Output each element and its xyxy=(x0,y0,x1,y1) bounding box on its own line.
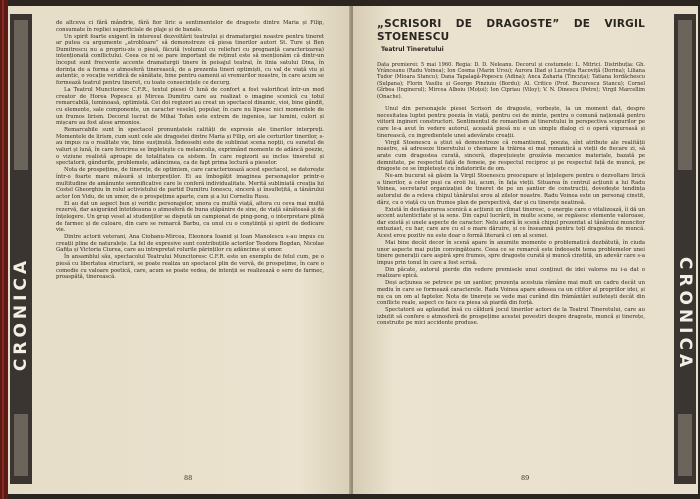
paragraph: Deși acțiunea se petrece pe un șantier, prezența acestuia rămâne mai mult un cadru decât un mediu în care se formează caracterele. Radu Voinea apare adesea ca un cititor al propriilor idei, și nu ca un om al faptelor. Nota de tinerețe se vede mai curând din frământări sufletești decât din conflicte reale, aspect ce face ca piesa să piardă din forță. xyxy=(377,280,645,307)
right-column-text xyxy=(377,18,645,327)
paragraph: Un spirit foarte exigent în interesul dezvoltării teatrului și dramaturgiei noastre pentru tineret ar putea ca argumente „atrobloare” să demonstreze că piesa tinerilor autori St. Ture și Ben Dumitrescu nu a propriu-zis o piesă, făcută (volumul cu reliefuri cu pregnanță caracterizarea) intenționată conflictului. Ceea ce ni se pare important de reținut este să menționăm că dintr-un început sunt frecvente accente dramaturgii tinere în peisajul teatral, în linia satului Dina, în dorința de a forma o atmosferă tinerească, de a prezenta tineri optimiști, cu val de viață viu și autentic, o vocație veridică de sănătate, bine pentru oamenii ai vremurilor noastre, în care acum se formează teatrul pentru tineret, cu toate consecințele ce decurg. xyxy=(56,33,324,87)
paragraph: Unul din personajele piesei Scrisori de dragoste, vorbește, la un moment dat, despre necesitatea luptei pentru poezia în viață, pentru cei de minte, pentru o comună națională pentru viitorii ingineri constructori. Sentimentul de romantism al tineretului în perspectiva scopurilor pe care le-a avut în vedere autorul, această piesă nu e un simplu dialog ci o operă viguroasă și tinerească, cu ingredientele unei adevărate creații. xyxy=(377,106,645,139)
side-band-left xyxy=(10,14,32,484)
paragraph: Spectatorii au aplaudat însă cu căldură jocul tinerilor actori de la Teatrul Tineretului, care au izbutit să confere o atmosferă de prospețime acestei povestiri despre dragoste, muncă și tinerețe, construite pe mici accidente produse. xyxy=(377,307,645,327)
paragraph: de altceva ci fără mândrie, fără fior liric a sentimentelor de dragoste dintre Maria și Filip, consumate în repliei superficiale de plaje și de banale. xyxy=(56,20,324,33)
paragraph: Remarcabile sunt în spectacol pronunțatele calități de expresie ale tinerilor interpreți. Momentele de lirism, cum sunt cele ale dragostei dintre Maria și Filip, ori ale certurilor tinerilor, s-au impus ca o realitate vie, bine susținută. Îndeosebi este de subliniat scena nopții, cu sunetul de valuri și lună, în care fericirea se împletește cu melancolia, exprimând momente de adâncă poezie, o viziune realistă aproape de totalitatea ca sistem. În care regizorii au inclus tineretul și spectatorii, gândurile, problemele, adâncimea, ca de fapt prima lectură a pieselor. xyxy=(56,127,324,167)
paragraph: Nota de prospețime, de tinerețe, de optimism, care caracterizează acest spectacol, se datorește într-o foarte mare măsură și interpreților. Ei au îmbogățit imaginea personajelor printr-o multitudine de amănunte semnificative care le conferă individualitate. Merită subliniată creația lui Costel Gheorghiu în rolul activistului de partid Dumitru Ionescu, sinceră și însuflețită, a tânărului actor Ion Vidu, de un umor, de o prospețime aparte, cum și a lui Corneliu Rusu. xyxy=(56,167,324,200)
paragraph: Dintre actorii veterani, Ana Ciobanu-Mircea, Eleonora Ioanid și Ioan Manolescu s-au impus cu creații pline de naturalețe. La fel de expresive sunt contribuțiile actorilor Teodora Bogdan, Nicolae Gafița și Victoria Ciurea, care au intrepretat rolurile părinților cu adâncime și umor. xyxy=(56,234,324,254)
paragraph: Mai bine decât decor în scenă apare în anumite momente o problematică dezbătută, în ciuda unor aspecte mai puțin convingătoare. Ceea ce se remarcă este îndeosebi tema problemelor unei tinere generații care aspiră spre frumos, spre dragoste curată și muncă cinstită, un adevăr care s-a impus prin tonul în care a fost scrisă. xyxy=(377,239,645,266)
side-band-right xyxy=(674,14,696,484)
section-label-right: CRONICA xyxy=(675,256,695,372)
left-page xyxy=(8,6,351,494)
article-title: „SCRISORI DE DRAGOSTE” DE VIRGIL STOENESCU xyxy=(377,18,645,43)
paragraph: La Teatrul Muncitoresc C.F.R., textul piesei O lună de confort a fost valorificat într-un mod creator de Horea Popescu și Mircea Dumitru care au realizat o imagine scenică cu totul remarcabilă, luminoasă, optimistă. Cei doi regizori au creat un spectacol dinamic, vioi, bine gândit, cu elemente, sale componente, un caracter veselel, popular, în care nu lipsesc nici momentele de un frumos lirism. Decorul lucrat de Mihai Tofan este extrem de ingenios, iar lumini, culori și mișcare au fost alese armonios. xyxy=(56,86,324,127)
paragraph: Există în desfășurarea scenică a acțiunii un climat tineresc, o energie care o vitalizează, îi dă un accent autenticitate și ia sens. Din capul lucrării, în multe scene, se regăsesc elemente valoroase, dar există și unele aspecte de caracter: Nelu adoră în scenă chipul prezentat al tânărului muncitor entuziast, cu har, care are cu el o mare dăruire, și ce înseamnă pentru toți dragostea de muncă. Acest erou pozitiv nu este doar o formă literară ci om al scenei. xyxy=(377,206,645,240)
production-credits: Data premierei: 5 mai 1960. Regia: D. D. Neleanu. Decorul și costumele: L. Mitrici. Distribuția: Gh. Vrânceanu (Radu Voinea); Ion Cosma (Marin Ursu); Aurora Iliad și Lucreția Racoviță (Dorina); Liliana Tudor (Mioara Stancu); Dana Tapalagă-Popescu (Adina); Anca Zaharia (Tincuța); Tatiana Iordăchescu (Sulpana); Florin Vasiliu și George Pinziuiu (Bordu); Al. Critico (Prof. Bucurescu Stancu); Cornel Gîrbea (Inginerul); Mircea Alboiu (Moțoi); Ion Cipriau (Viloy); V. N. Dinescu (Petre); Virgil Marcellim (Onache). xyxy=(377,61,645,100)
section-label-left: CRONICA xyxy=(11,256,31,372)
paragraph: În ansamblul său, spectacolul Teatrului Muncitoresc C.F.R. este un exemplu de felul cum, pe o piesă cu libertatea structurii, se poate realiza un spectacol plin de vervă, de prospețime, în care o comedie cu valoare poetică, care, acum se poate vedea, de intenții se realizează o sere de farmec, proaspătă, tinerească. xyxy=(56,254,324,281)
page-number-right: 89 xyxy=(521,474,530,482)
left-column-text xyxy=(56,20,324,281)
book-spread xyxy=(8,6,698,494)
paragraph: Ei au dat un aspect bun și veridic personajelor, unora cu multă viață, altora cu ceva mai multă rezervă, dar asigurând întotdeauna o atmosferă de buna ștăpânire de sine, de viață sănătoasă și de înțelegere. Un grup vesel al studenților se dispută un campionat de ping-pong, o interpretare plină de farmec și de culoare, din care se remarcă Barbu, ca unul cu o conștiință și spirit de dedicare vie. xyxy=(56,200,324,234)
paragraph: Din păcate, autorul pierde din vedere premisele unui conținut de idei valoros nu i-a dat o realizare epică. xyxy=(377,266,645,280)
page-number-left: 88 xyxy=(184,474,193,482)
right-page xyxy=(353,6,698,494)
paragraph: Ne-am bucurat să găsim la Virgil Stoenescu preocupare și înțelegere pentru o dezvoltare lirică a tinerilor, a celor puși ca eroii lui, acum, în fața vieții. Situarea în centrul acțiunii a lui Radu Voinea, secretarul organizației de tineret de pe un șantier de construcții, dovedește tendința autorului de a releva chipul tânărului erou al zilelor noastre. Radu Voinea este un personaj cinstit, dârz, cu o viață cu un frumos plan de perspectivă, dar și cu tinerețe neatinsă. xyxy=(377,173,645,206)
book-cover-edge xyxy=(0,0,8,499)
paragraph: Virgil Stoenescu a știut să demonstreze că romantismul, poezia, sînt atribute ale realității noastre, să adreseze tineretului o chemare la trăirea ei mai romantică a vieții de fiecare zi, să arate cum dragostea curată, sinceră, disprețuiește grozăvia mecanice materiale, bazată pe demnitate, pe respectul față de femeie, pe respectul reciproc și pe respectul față de muncă, pe dragoste ce se împletește cu îndatoririle de om. xyxy=(377,139,645,173)
article-subtitle: Teatrul Tineretului xyxy=(381,46,444,53)
